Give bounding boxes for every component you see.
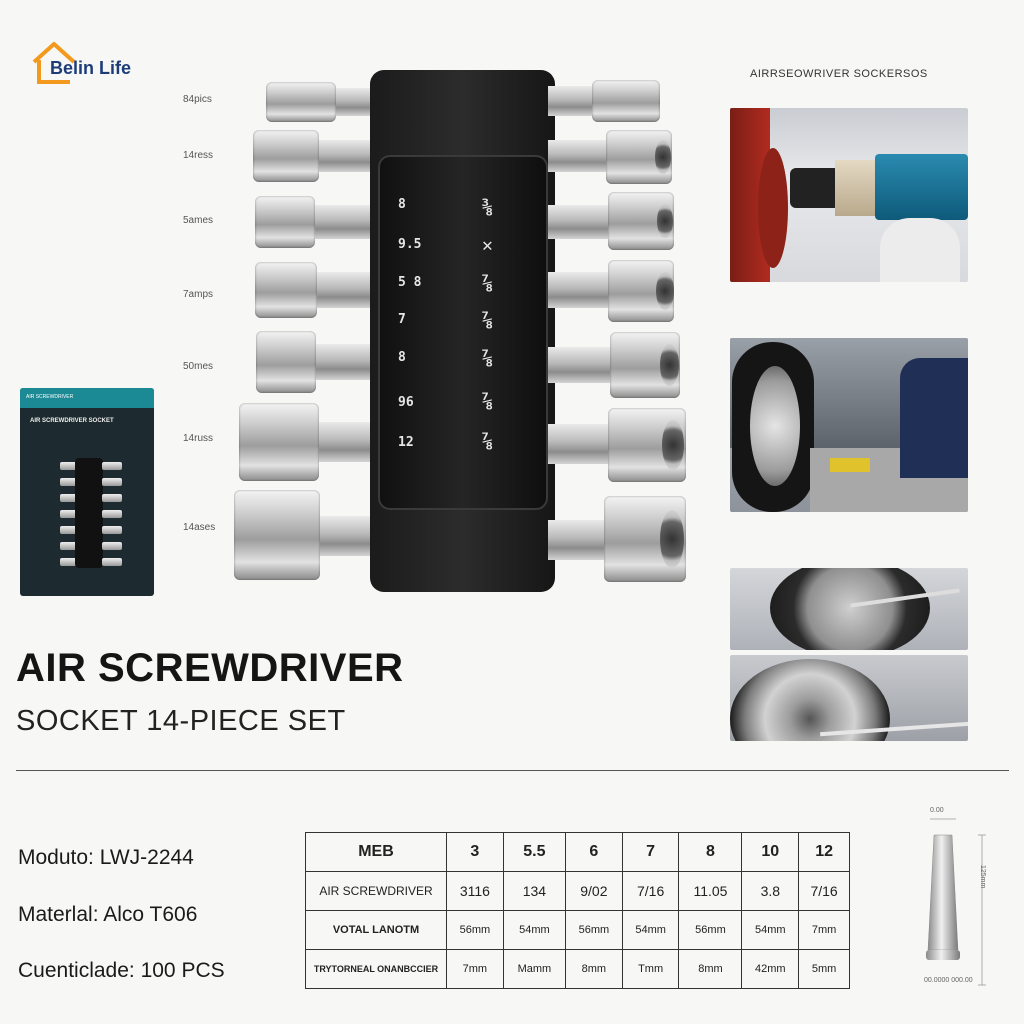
holder-plate xyxy=(378,155,548,510)
usage-photo-drill xyxy=(730,108,968,282)
usage-photo-wheel-2 xyxy=(730,655,968,741)
socket-opening xyxy=(657,204,673,238)
table-cell: 8mm xyxy=(679,950,742,989)
table-size: 7 xyxy=(622,833,679,872)
drill-chuck xyxy=(790,168,840,208)
plate-marking: 7 xyxy=(398,312,406,327)
wheel xyxy=(770,568,930,650)
package-socket xyxy=(102,510,122,518)
plate-marking: ⅞ xyxy=(482,431,493,452)
socket-size-label: 7amps xyxy=(183,289,214,300)
socket xyxy=(592,80,660,122)
wheel-rim xyxy=(750,366,800,486)
socket-shank xyxy=(317,272,373,308)
table-cell: 42mm xyxy=(742,950,799,989)
table-row-label: VOTAL LANOTM xyxy=(306,911,447,950)
table-cell: 54mm xyxy=(622,911,679,950)
plate-marking: 96 xyxy=(398,395,414,410)
socket-opening xyxy=(655,140,671,174)
plate-marking: ⅞ xyxy=(482,391,493,412)
socket-shank xyxy=(548,140,608,172)
product-subtitle: SOCKET 14-PIECE SET xyxy=(16,705,346,737)
table-header-label: MEB xyxy=(306,833,447,872)
table-cell: 54mm xyxy=(503,911,565,950)
package-header xyxy=(20,388,154,408)
socket xyxy=(255,262,317,318)
socket-bit-drawing xyxy=(900,805,1010,1005)
table-row xyxy=(306,911,850,950)
socket-size-label: 5ames xyxy=(183,215,214,226)
plate-marking: 9.5 xyxy=(398,237,422,252)
package-socket xyxy=(102,462,122,470)
socket-shank xyxy=(548,347,612,383)
socket-shank xyxy=(548,272,610,308)
spec-model: Moduto: LWJ-2244 xyxy=(18,846,194,869)
socket-size-label: 84pics xyxy=(183,94,212,105)
product-title: AIR SCREWDRIVER xyxy=(16,646,404,690)
socket-size-label: 14ases xyxy=(183,522,216,533)
table-cell: 7/16 xyxy=(799,872,850,911)
dimension-top: 0.00 xyxy=(930,807,944,814)
table-cell: 5mm xyxy=(799,950,850,989)
package-socket xyxy=(102,478,122,486)
socket xyxy=(266,82,336,122)
socket xyxy=(255,196,315,248)
table-size: 6 xyxy=(565,833,622,872)
table-cell: 3116 xyxy=(447,872,504,911)
table-size: 8 xyxy=(679,833,742,872)
plate-marking: 8 xyxy=(398,197,406,212)
table-cell: 7mm xyxy=(447,950,504,989)
socket-shank xyxy=(548,424,610,464)
socket-shank xyxy=(315,205,373,239)
usage-panel-title: AIRRSEOWRIVER SOCKERSOS xyxy=(750,68,928,80)
table-size: 12 xyxy=(799,833,850,872)
package-socket xyxy=(102,558,122,566)
table-row xyxy=(306,950,850,989)
brand-logo xyxy=(30,40,170,86)
table-cell: 7mm xyxy=(799,911,850,950)
socket-shank xyxy=(320,516,370,556)
package-socket xyxy=(102,542,122,550)
package-title: AIR SCREWDRIVER SOCKET xyxy=(30,418,114,424)
brand-name: Belin Life xyxy=(50,58,132,78)
table-cell: 9/02 xyxy=(565,872,622,911)
jack xyxy=(830,458,870,472)
table-size: 5.5 xyxy=(503,833,565,872)
table-size: 10 xyxy=(742,833,799,872)
wheel-hub xyxy=(758,148,788,268)
socket-size-label: 50mes xyxy=(183,361,214,372)
size-table xyxy=(305,832,850,989)
usage-photo-wheel-1 xyxy=(730,568,968,650)
drill-body xyxy=(875,154,968,220)
socket-opening xyxy=(656,272,674,310)
table-cell: Mamm xyxy=(503,950,565,989)
socket xyxy=(253,130,319,182)
table-cell: 11.05 xyxy=(679,872,742,911)
spec-quantity: Cuenticlade: 100 PCS xyxy=(18,959,225,982)
socket-shank xyxy=(319,140,374,172)
table-cell: 3.8 xyxy=(742,872,799,911)
socket xyxy=(234,490,320,580)
hand-glove xyxy=(880,218,960,282)
socket-opening xyxy=(660,510,684,568)
dimension-bottom: 00.0000 000.00 xyxy=(924,977,973,984)
socket-shank xyxy=(548,205,610,239)
product-package-image xyxy=(20,388,154,596)
socket xyxy=(239,403,319,481)
plate-marking: 5 8 xyxy=(398,275,422,290)
table-cell: 8mm xyxy=(565,950,622,989)
table-cell: 56mm xyxy=(679,911,742,950)
table-cell: 7/16 xyxy=(622,872,679,911)
table-cell: Tmm xyxy=(622,950,679,989)
plate-marking: ⅞ xyxy=(482,273,493,294)
package-holder xyxy=(75,458,103,568)
plate-marking: ⅞ xyxy=(482,310,493,331)
mechanic xyxy=(900,358,968,478)
table-cell: 56mm xyxy=(447,911,504,950)
socket-size-label: 14ress xyxy=(183,150,214,161)
usage-photo-tire xyxy=(730,338,968,512)
table-cell: 54mm xyxy=(742,911,799,950)
section-divider xyxy=(16,770,1009,771)
package-socket xyxy=(102,526,122,534)
socket-opening xyxy=(660,344,679,386)
table-row-label: AIR SCREWDRIVER xyxy=(306,872,447,911)
socket-size-label: 14russ xyxy=(183,433,214,444)
spec-material: Materlal: Alco T606 xyxy=(18,903,198,926)
plate-marking: ✕ xyxy=(482,235,493,256)
plate-marking: ⅞ xyxy=(482,348,493,369)
table-row xyxy=(306,872,850,911)
plate-marking: 8 xyxy=(398,350,406,365)
socket-opening xyxy=(662,420,684,470)
table-row-label: TRYTORNEAL ONANBCCIER xyxy=(306,950,447,989)
dimension-side: 125mm xyxy=(979,865,986,889)
socket-shank xyxy=(548,520,606,560)
package-socket xyxy=(102,494,122,502)
plate-marking: 12 xyxy=(398,435,414,450)
table-size: 3 xyxy=(447,833,504,872)
socket-dimension-diagram xyxy=(900,805,1010,1005)
socket xyxy=(256,331,316,393)
socket-shank xyxy=(548,86,594,116)
table-cell: 56mm xyxy=(565,911,622,950)
package-brand: AIR SCREWDRIVER xyxy=(26,394,74,400)
table-cell: 134 xyxy=(503,872,565,911)
table-header-row xyxy=(306,833,850,872)
drill-collar xyxy=(835,160,875,216)
plate-marking: ⅜ xyxy=(482,197,493,218)
socket-shank xyxy=(316,344,372,380)
socket-shank xyxy=(319,422,371,462)
